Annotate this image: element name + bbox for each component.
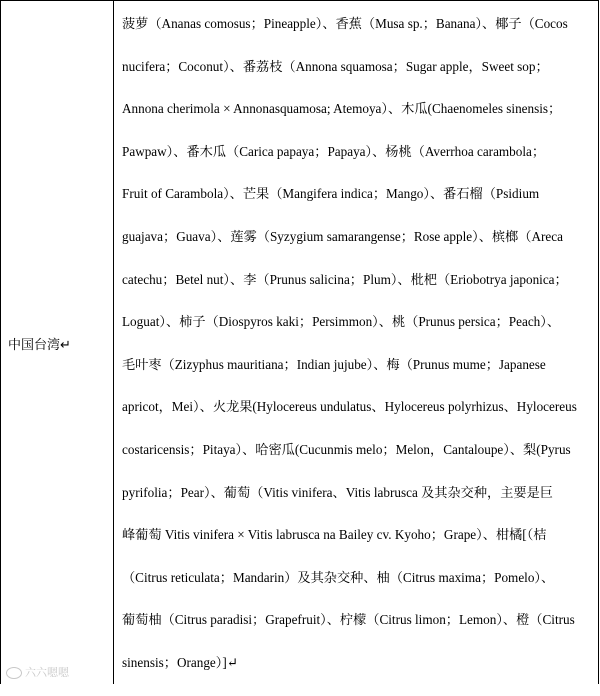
content-line: 毛叶枣（Zizyphus mauritiana；Indian jujube）、梅（Prunus mume；Japanese [122,356,546,372]
content-line: costaricensis；Pitaya）、哈密瓜(Cucunmis melo；Melon，Cantaloupe）、梨(Pyrus [122,441,571,457]
content-line: 葡萄柚（Citrus paradisi；Grapefruit）、柠檬（Citrus limon；Lemon）、橙（Citrus [122,612,575,628]
content-line: 菠萝（Ananas comosus；Pineapple）、香蕉（Musa sp.；Banana）、椰子（Cocos [122,16,568,31]
content-line: pyrifolia；Pear）、葡萄（Vitis vinifera、Vitis labrusca 及其杂交种，主要是巨 [122,484,553,500]
content-line: 峰葡萄 Vitis vinifera × Vitis labrusca na Bailey cv. Kyoho；Grape）、柑橘[（桔 [122,527,547,543]
content-line: （Citrus reticulata；Mandarin）及其杂交种、柚（Citrus maxima；Pomelo）、 [122,569,555,585]
watermark-logo-icon [6,667,22,679]
region-label-cell: 中国台湾↵ [8,338,71,353]
content-line: Loguat）、柿子（Diospyros kaki；Persimmon）、桃（Prunus persica；Peach）、 [122,314,561,330]
content-line: nucifera；Coconut）、番荔枝（Annona squamosa；Sugar apple，Sweet sop； [122,58,549,74]
watermark-text: 六六嗯嗯 [25,666,69,679]
fruit-list-cell [122,14,592,696]
content-line: catechu；Betel nut）、李（Prunus salicina；Plum）、枇杷（Eriobotrya japonica； [122,271,568,287]
table-column-divider [113,0,114,684]
content-line: sinensis；Orange）]↵ [122,654,238,670]
table-border-top [0,0,599,1]
content-line: Pawpaw）、番木瓜（Carica papaya；Papaya）、杨桃（Averrhoa carambola； [122,143,546,159]
watermark [6,664,69,680]
content-line: apricot，Mei）、火龙果(Hylocereus undulatus、Hylocereus polyrhizus、Hylocereus [122,399,577,415]
content-line: guajava；Guava）、莲雾（Syzygium samarangense；Rose apple）、槟榔（Areca [122,228,563,244]
table-border-left [0,0,1,684]
content-line: Fruit of Carambola）、芒果（Mangifera indica；Mango）、番石榴（Psidium [122,186,540,202]
table-border-right [598,0,599,684]
content-line: Annona cherimola × Annonasquamosa; Atemoya）、木瓜(Chaenomeles sinensis； [122,101,562,117]
